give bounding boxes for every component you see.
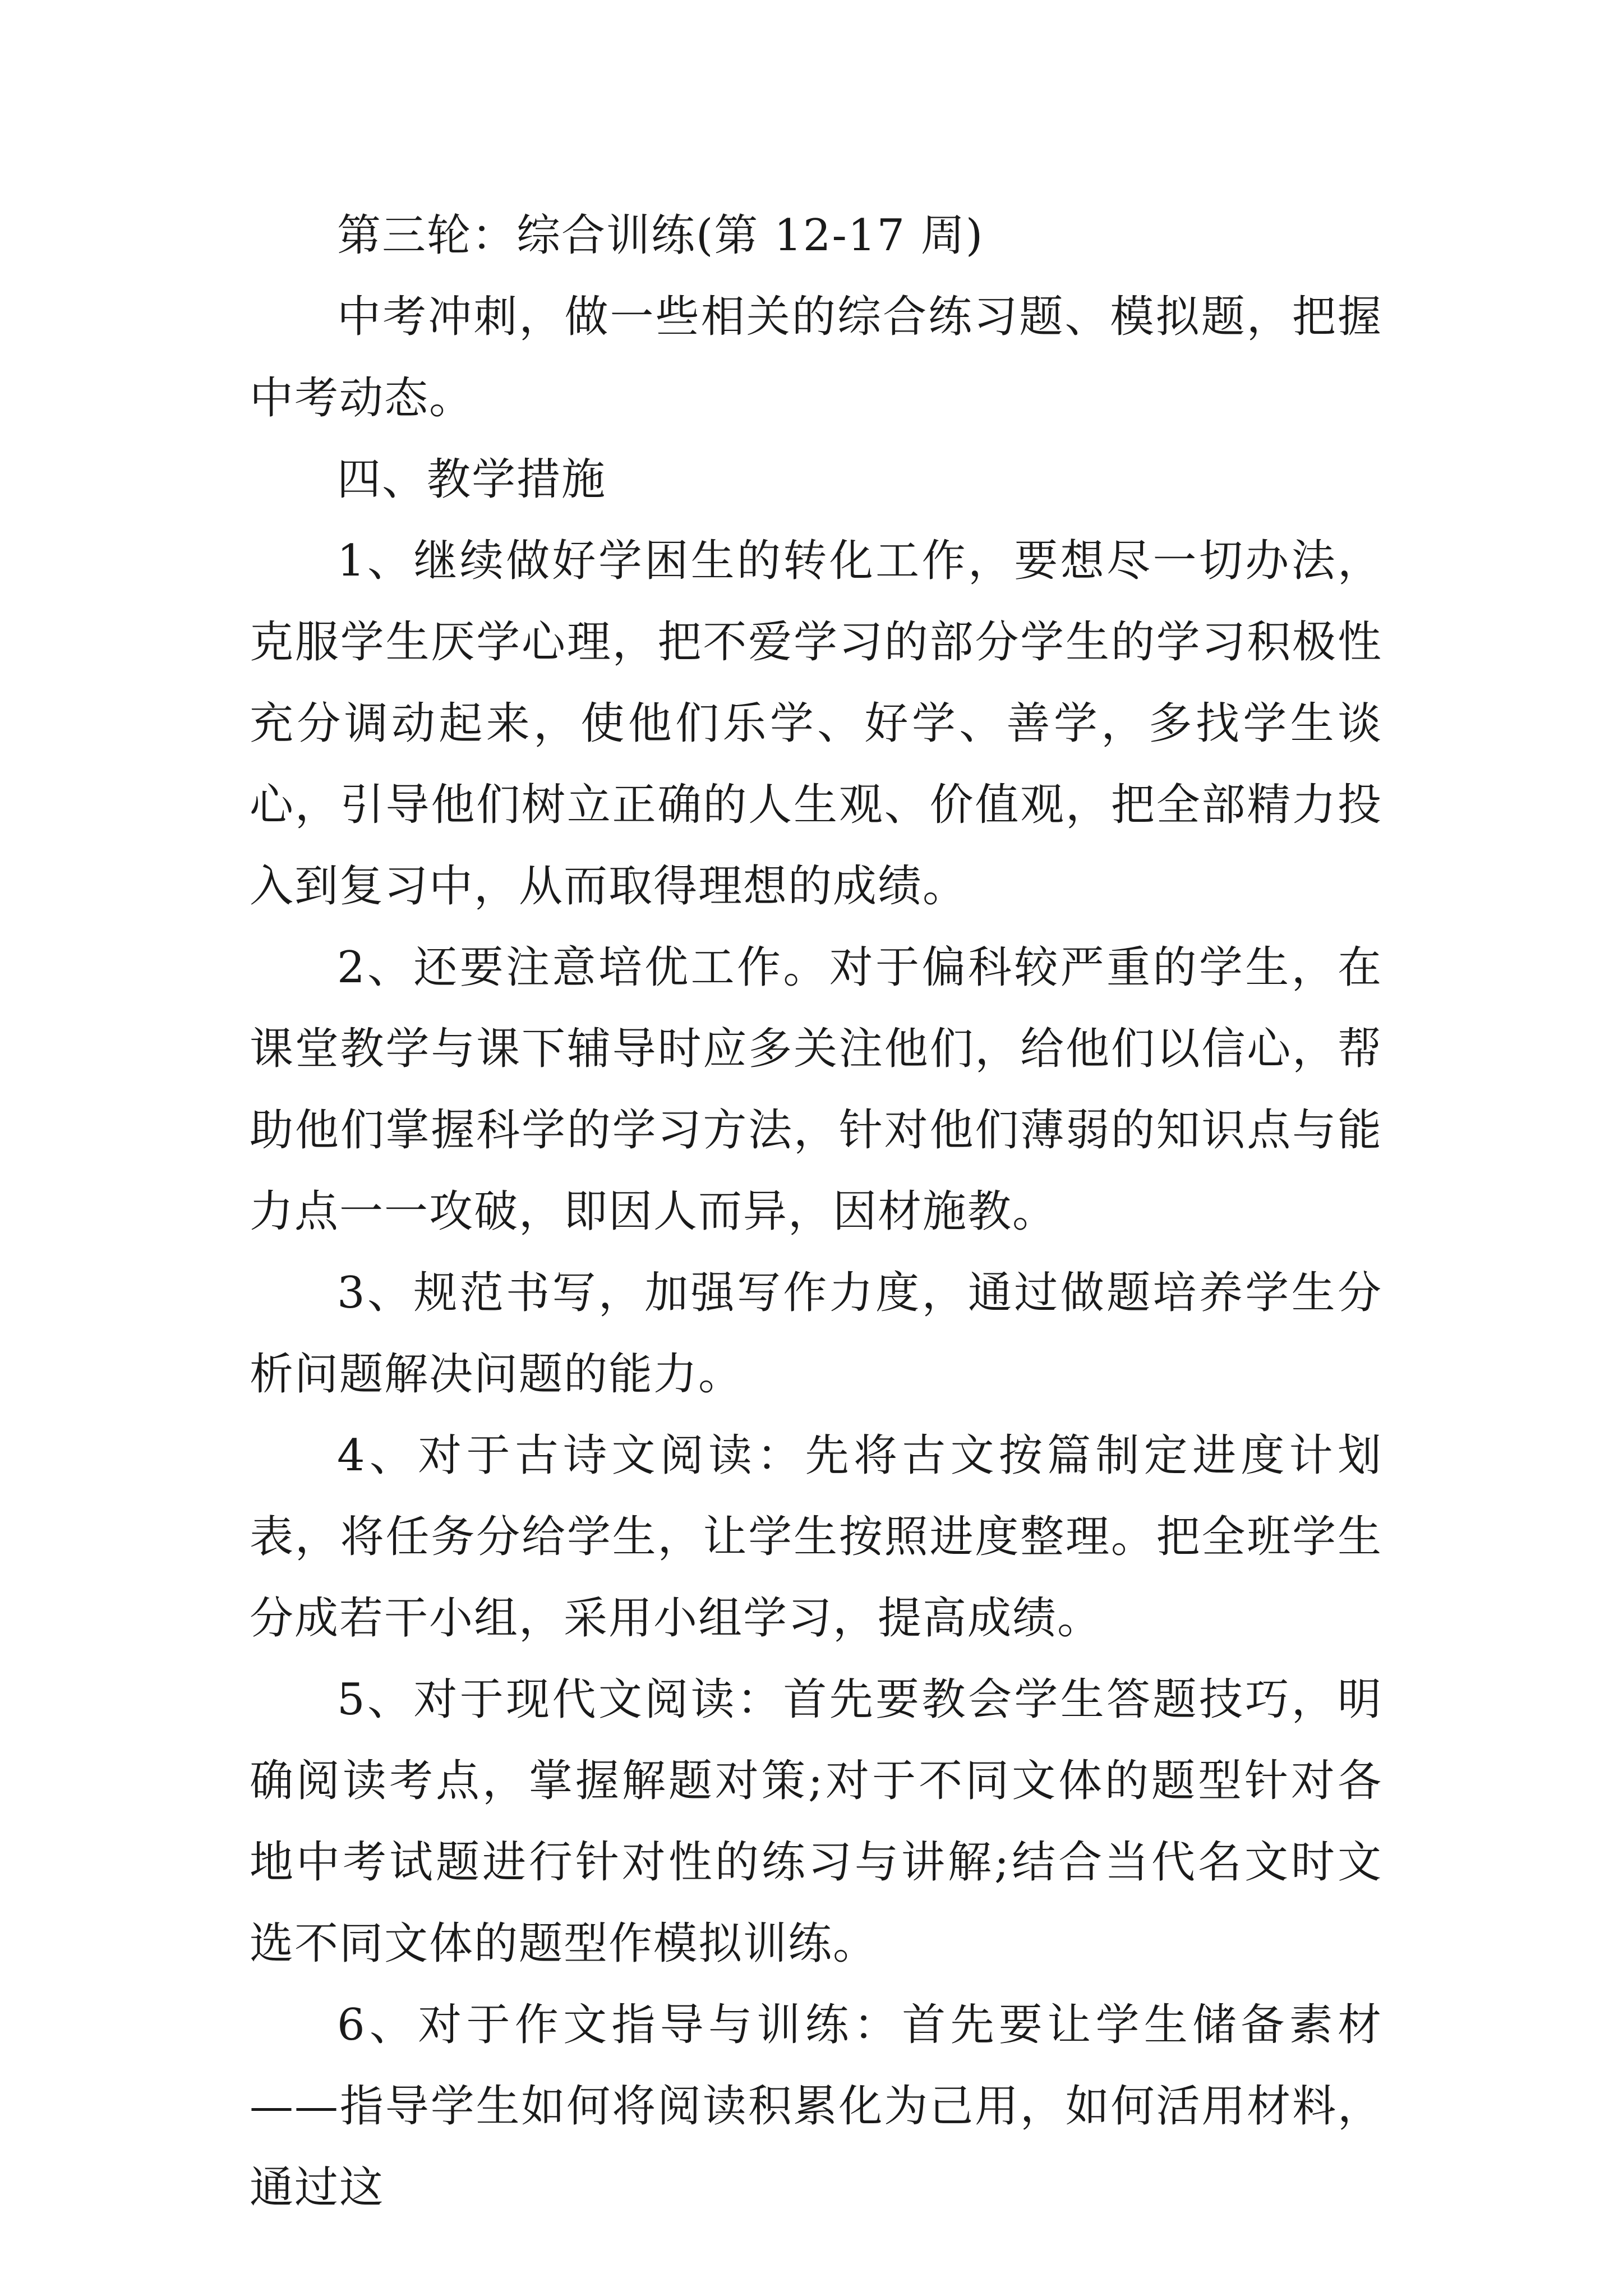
section-heading-teaching-measures: 四、教学措施 bbox=[337, 454, 607, 505]
paragraph-measure-3: 3、规范书写，加强写作力度，通过做题培养学生分析问题解决问题的能力。 bbox=[250, 1268, 1382, 1400]
paragraph-measure-5: 5、对于现代文阅读：首先要教会学生答题技巧，明确阅读考点，掌握解题对策;对于不同文体的题型针对各地中考试题进行针对性的练习与讲解;结合当代名文时文选不同文体的题型作模拟训练。 bbox=[250, 1674, 1382, 1969]
paragraph-exam-sprint: 中考冲刺，做一些相关的综合练习题、模拟题，把握中考动态。 bbox=[250, 292, 1382, 424]
paragraph-measure-4: 4、对于古诗文阅读：先将古文按篇制定进度计划表，将任务分给学生，让学生按照进度整理。把全班学生分成若干小组，采用小组学习，提高成绩。 bbox=[250, 1430, 1382, 1644]
document-body bbox=[250, 195, 1382, 2229]
paragraph-round-three: 第三轮：综合训练(第 12-17 周) bbox=[337, 210, 984, 261]
paragraph-measure-2: 2、还要注意培优工作。对于偏科较严重的学生，在课堂教学与课下辅导时应多关注他们，给他们以信心，帮助他们掌握科学的学习方法，针对他们薄弱的知识点与能力点一一攻破，即因人而异，因材施教。 bbox=[250, 942, 1382, 1237]
paragraph-measure-1: 1、继续做好学困生的转化工作，要想尽一切办法，克服学生厌学心理，把不爱学习的部分学生的学习积极性充分调动起来，使他们乐学、好学、善学，多找学生谈心，引导他们树立正确的人生观、价值观，把全部精力投入到复习中，从而取得理想的成绩。 bbox=[250, 536, 1382, 912]
paragraph-measure-6: 6、对于作文指导与训练：首先要让学生储备素材——指导学生如何将阅读积累化为己用，如何活用材料，通过这 bbox=[250, 2000, 1382, 2213]
